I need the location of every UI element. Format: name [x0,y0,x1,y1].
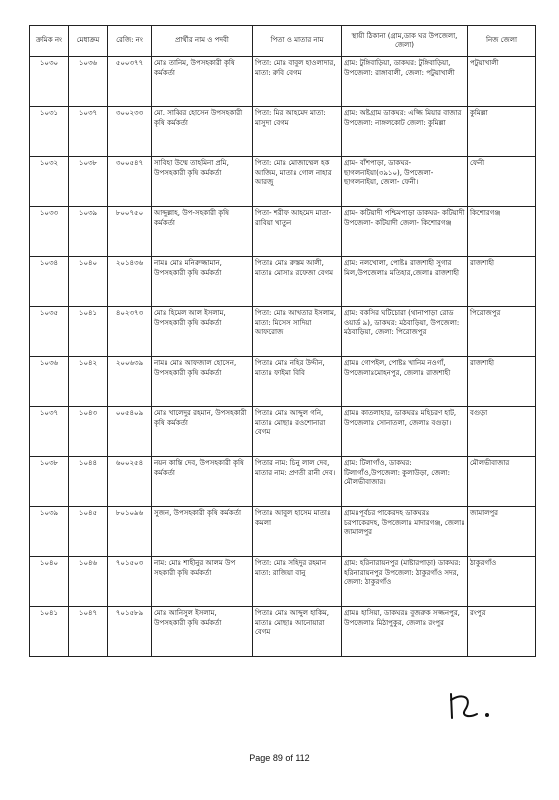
parents-cell: পিতা: মোঃ বাবুল হাওলাদার, মাতা: রুবি বেগম [253,57,342,107]
parents-cell: পিতাঃ আবুল হাসেম মাতাঃ কমলা [253,507,342,557]
registration-cell: ৮০১০৯৬ [108,507,152,557]
signature-mark [443,688,503,726]
merit-cell: ১০৩৭ [69,107,108,157]
home-district-cell: পটুয়াখালী [468,57,536,107]
home-district-cell: জামালপুর [468,507,536,557]
merit-cell: ১০৪২ [69,357,108,407]
table-row [30,457,536,507]
serial-cell: ১০৩৭ [30,407,69,457]
merit-cell: ১০৩৮ [69,157,108,207]
serial-cell: ১০৪১ [30,607,69,657]
header-address: স্থায়ী ঠিকানা (গ্রাম,ডাক ঘর উপজেলা, জেলা) [342,26,468,57]
header-home-district: নিজ জেলা [468,26,536,57]
merit-cell: ১০৪৭ [69,607,108,657]
name-designation-cell: নামঃ মোঃ মনিরুজ্জামান, উপসহকারী কৃষি কর্মকর্তা [152,257,253,307]
header-name-designation: প্রার্থীর নাম ও পদবী [152,26,253,57]
merit-cell: ১০৩৯ [69,207,108,257]
home-district-cell: কুমিল্লা [468,107,536,157]
header-serial: ক্রমিক নং [30,26,69,57]
address-cell: গ্রাম- বাঁশপাড়া, ডাকঘর- ছাগলনাইয়া(৩৯১০), উপজেলা- ছাগলনাইয়া, জেলা- ফেনী। [342,157,468,207]
merit-cell: ১০৪৪ [69,457,108,507]
address-cell: গ্রাম- কটিয়াদী পশ্চিমপাড়া ডাকঘর- কটিয়াদী উপজেলা- কটিয়াদী জেলা- কিশোরগঞ্জ [342,207,468,257]
name-designation-cell: মোঃ খালেদুর রহমান, উপসহকারী কৃষি কর্মকর্তা [152,407,253,457]
name-designation-cell: নয়ন কান্তি দেব, উপসহকারী কৃষি কর্মকর্তা [152,457,253,507]
address-cell: গ্রাম: টুঙ্গিবাড়িয়া, ডাকঘর: টুঙ্গিবাড়িয়া, উপজেলা: রাঙ্গাবালী, জেলা: পটুয়াখালী [342,57,468,107]
table-row [30,507,536,557]
parents-cell: পিতা: মোঃ মোজাম্মেল হক আজিম, মাতাঃ গোল নাহার আরজু [253,157,342,207]
merit-cell: ১০৪৩ [69,407,108,457]
address-cell: গ্রামঃপূর্বচর পাকেরদহ ডাকঘরঃ চরপাকেরদহ, উপজেলাঃ মাদারগঞ্জ, জেলাঃ জামালপুর [342,507,468,557]
table-row [30,257,536,307]
home-district-cell: কিশোরগঞ্জ [468,207,536,257]
parents-cell: পিতা: মির আহমেদ মাতা: মাসুদা বেগম [253,107,342,157]
table-row [30,407,536,457]
address-cell: গ্রামঃ গোপইল, পোষ্টঃ খানিম নওগাঁ, উপজেলাঃমোহনপুর, জেলাঃ রাজশাহী [342,357,468,407]
address-cell: গ্রাম: হরিনারায়নপুর (মাষ্টারপাড়া) ডাকঘর: হরিনারায়নপুর উপজেলা: ঠাকুরগাঁও সদর, জেলা: ঠাকুরগাঁও [342,557,468,607]
serial-cell: ১০৩৩ [30,207,69,257]
candidate-table [29,25,536,657]
table-row [30,607,536,657]
parents-cell: পিতাঃ মোঃ আব্দুল গনি, মাতাঃ মোছাঃ রওশোনারা বেগম [253,407,342,457]
table-row [30,157,536,207]
home-district-cell: রংপুর [468,607,536,657]
home-district-cell: রাজশাহী [468,257,536,307]
home-district-cell: মৌলভীবাজার [468,457,536,507]
merit-cell: ১০৪৫ [69,507,108,557]
serial-cell: ১০৩৮ [30,457,69,507]
parents-cell: পিতা: মোঃ সহিদুর রহমান মাতা: রাজিয়া বানু [253,557,342,607]
serial-cell: ১০৩২ [30,157,69,207]
parents-cell: পিতাঃ মোঃ রুস্তম আলী, মাতাঃ মোসাঃ রফেজা বেগম [253,257,342,307]
address-cell: গ্রাম: টিলাগাঁও, ডাকঘর: টিলাগাঁও,উপজেলা: কুলাউড়া, জেলা: মৌলভীবাজার। [342,457,468,507]
name-designation-cell: মোঃ আনিসুল ইসলাম, উপসহকারী কৃষি কর্মকর্তা [152,607,253,657]
serial-cell: ১০৪০ [30,557,69,607]
home-district-cell: পিরোজপুর [468,307,536,357]
name-designation-cell: আব্দুল্লাহ, উপ-সহকারী কৃষি কর্মকর্তা [152,207,253,257]
merit-cell: ১০৪৬ [69,557,108,607]
registration-cell: ০০৫৪০৯ [108,407,152,457]
serial-cell: ১০৩১ [30,107,69,157]
registration-cell: ৩০০৫৪৭ [108,157,152,207]
registration-cell: ৬০০২৫৪ [108,457,152,507]
name-designation-cell: মো. সাব্বির হোসেন উপসহকারী কৃষি কর্মকর্তা [152,107,253,157]
name-designation-cell: মোঃ হিমেল আল ইসলাম, উপসহকারী কৃষি কর্মকর্তা [152,307,253,357]
address-cell: গ্রাম: অষ্টগ্রাম ডাকঘর: এজ্জি মিয়ার বাজার উপজেলা: নাঙ্গলকোট জেলা: কুমিল্লা [342,107,468,157]
registration-cell: ২০১৪৩৬ [108,257,152,307]
table-header-row [30,26,536,57]
merit-cell: ১০৩৬ [69,57,108,107]
table-row [30,57,536,107]
table-row [30,207,536,257]
address-cell: গ্রাম: নলখোলা, পোষ্টঃ রাজশাহী সুগার মিল,উপজেলাঃ মতিহার,জেলাঃ রাজশাহী [342,257,468,307]
home-district-cell: বগুড়া [468,407,536,457]
header-merit: মেধাক্রম [69,26,108,57]
registration-cell: ৭০১৫৮৯ [108,607,152,657]
header-registration: রেজি: নং [108,26,152,57]
parents-cell: পিতাঃ মোঃ নহির উদ্দীন, মাতাঃ ফাইমা বিবি [253,357,342,407]
parents-cell: পিতা: মোঃ আখতার ইসলাম, মাতা: মিসেস সাদিয়া আফরোজ [253,307,342,357]
registration-cell: ৫০০৩৭৭ [108,57,152,107]
address-cell: গ্রামঃ কাতলাহার, ডাকঘরঃ মহিচরণ হাট, উপজেলাঃ সোনাতলা, জেলাঃ বগুড়া। [342,407,468,457]
table-row [30,307,536,357]
registration-cell: ৩০০২৩৩ [108,107,152,157]
serial-cell: ১০৩৬ [30,357,69,407]
table-row [30,357,536,407]
parents-cell: পিতা- শরীফ আহমেদ মাতা- রাবিয়া খাতুন [253,207,342,257]
home-district-cell: ফেনী [468,157,536,207]
header-parents: পিতা ও মাতার নাম [253,26,342,57]
registration-cell: ৮০০৭৫০ [108,207,152,257]
table-row [30,557,536,607]
parents-cell: পিতার নাম: চিনু লাল দেব, মাতার নাম: প্রণতী রানী দেব। [253,457,342,507]
home-district-cell: ঠাকুরগাঁও [468,557,536,607]
name-designation-cell: নাম: মোঃ শাহীনুর আলম উপ সহকারী কৃষি কর্মকর্তা [152,557,253,607]
serial-cell: ১০৩৪ [30,257,69,307]
address-cell: গ্রাম: বকসির ঘটিচোরা (থানাপাড়া রোড ওয়ার্ড ৯), ডাকঘর: মঠবাড়িয়া, উপজেলা: মঠবাড়িয়া, জেলা: পিরোজপুর [342,307,468,357]
name-designation-cell: মোঃ তানিম, উপসহকারী কৃষি কর্মকর্তা [152,57,253,107]
registration-cell: ৭০১৫০৩ [108,557,152,607]
merit-cell: ১০৪১ [69,307,108,357]
serial-cell: ১০৩৫ [30,307,69,357]
registration-cell: ২০০৬৩৯ [108,357,152,407]
name-designation-cell: সুজন, উপসহকারী কৃষি কর্মকর্তা [152,507,253,557]
table-row [30,107,536,157]
name-designation-cell: নামঃ মোঃ আফজাল হোসেন, উপসহকারী কৃষি কর্মকর্তা [152,357,253,407]
merit-cell: ১০৪০ [69,257,108,307]
serial-cell: ১০৩০ [30,57,69,107]
serial-cell: ১০৩৯ [30,507,69,557]
parents-cell: পিতাঃ মোঃ আব্দুল হাকিম, মাতাঃ মোছাঃ আনোয়ারা বেগম [253,607,342,657]
registration-cell: ৪০২৩৭৩ [108,307,152,357]
address-cell: গ্রামঃ হাসিয়া, ডাকঘরঃ বুজরুক সজ্জনপুর, উপজেলাঃ মিঠাপুকুর, জেলাঃ রংপুর [342,607,468,657]
home-district-cell: রাজশাহী [468,357,536,407]
page-number: Page 89 of 112 [249,753,310,763]
name-designation-cell: সাবিহা উম্মে তাহমিনা প্রমি, উপসহকারী কৃষি কর্মকর্তা [152,157,253,207]
